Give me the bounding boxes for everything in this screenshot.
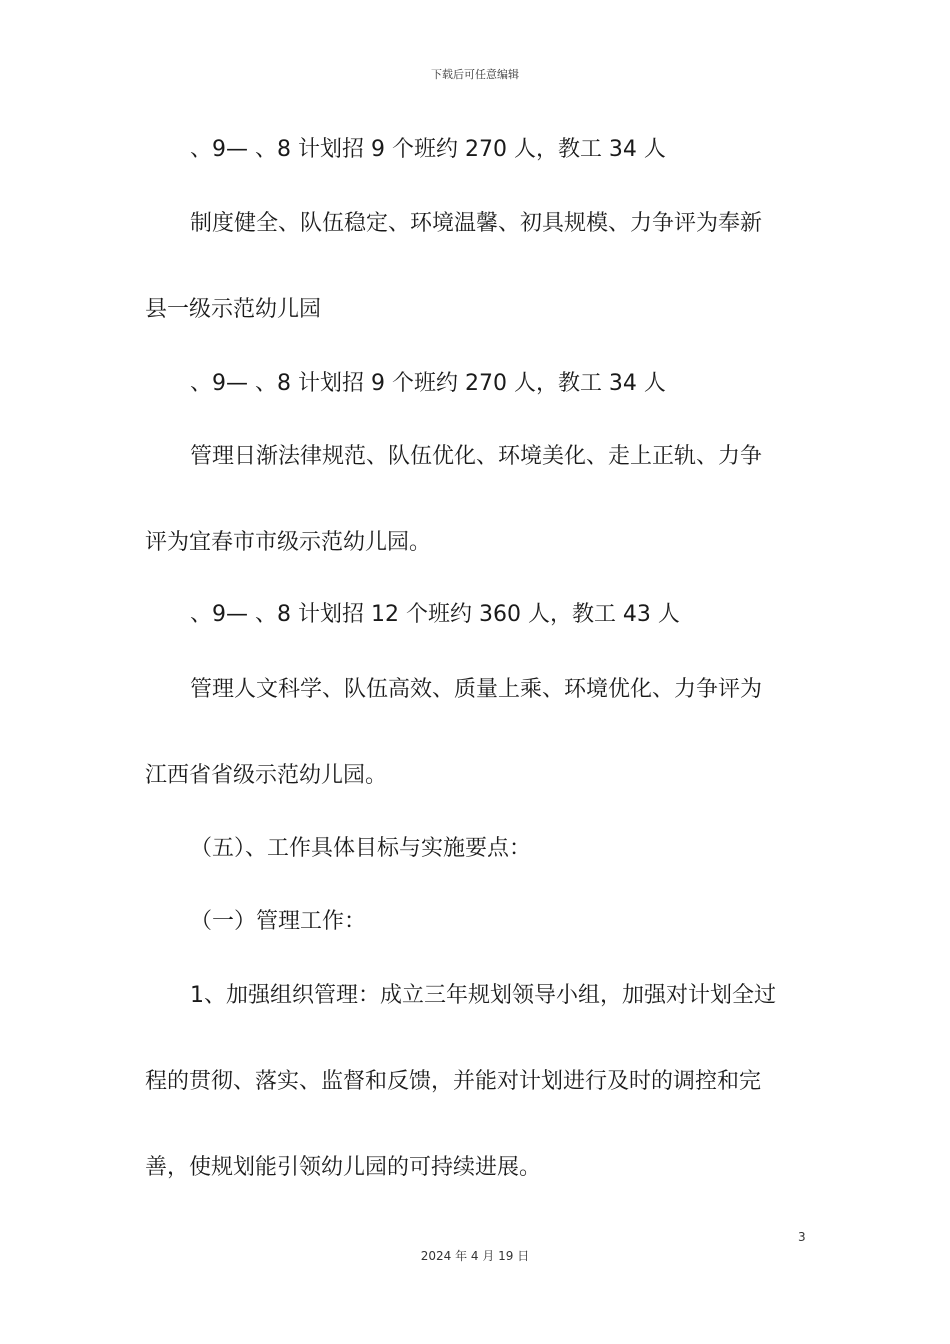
paragraph-line: 江西省省级示范幼儿园。	[145, 763, 388, 788]
page-header: 下载后可任意编辑	[431, 68, 519, 81]
paragraph-line: 评为宜春市市级示范幼儿园。	[145, 530, 432, 555]
footer-date: 2024 年 4 月 19 日	[420, 1249, 530, 1263]
page-number: 3	[798, 1230, 806, 1244]
paragraph-line: 制度健全、队伍稳定、环境温馨、初具规模、力争评为奉新	[190, 211, 763, 236]
plan-stat-line-1: 、9— 、8 计划招 9 个班约 270 人，教工 34 人	[190, 137, 666, 162]
paragraph-line: 程的贯彻、落实、监督和反馈，并能对计划进行及时的调控和完	[145, 1069, 762, 1094]
paragraph-line: 善，使规划能引领幼儿园的可持续进展。	[145, 1155, 542, 1180]
paragraph-line: 1、加强组织管理：成立三年规划领导小组，加强对计划全过	[190, 983, 776, 1008]
plan-stat-line-2: 、9— 、8 计划招 9 个班约 270 人，教工 34 人	[190, 371, 666, 396]
section-heading: （五）、工作具体目标与实施要点：	[190, 836, 532, 861]
paragraph-line: 管理日渐法律规范、队伍优化、环境美化、走上正轨、力争	[190, 444, 763, 469]
paragraph-line: 县一级示范幼儿园	[145, 297, 322, 322]
plan-stat-line-3: 、9— 、8 计划招 12 个班约 360 人，教工 43 人	[190, 602, 680, 627]
subsection-heading: （一）管理工作：	[190, 909, 367, 934]
paragraph-line: 管理人文科学、队伍高效、质量上乘、环境优化、力争评为	[190, 677, 763, 702]
